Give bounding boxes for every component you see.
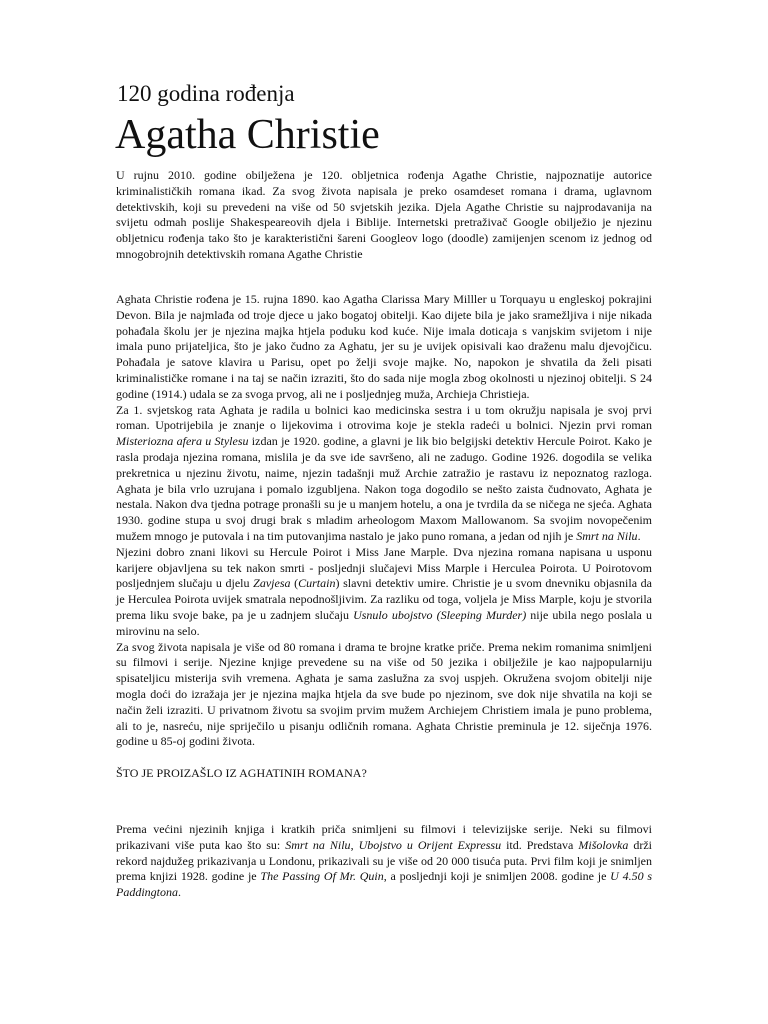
text-run: ) slavni detektiv umire. Christie je u svom dnevniku objasnila da je Herculea Poirota uvijek smatrala nepodnošljivim. Za razliku od toga, voljela je Miss Marple, koju je stvorila prema liku svoje bake, pa je u zadnjem slučaju <box>116 576 652 622</box>
bio-paragraph-characters <box>116 545 652 640</box>
book-title: Smrt na Nilu <box>576 528 638 543</box>
text-run: drži rekord najdužeg prikazivanja u Londonu, prikazivali su je više od 20 000 tisuća puta. Prvi film koji je snimljen prema knjizi 1928. godine je <box>116 837 653 884</box>
film-title: U 4.50 s Paddingtona <box>116 869 652 900</box>
text-run: itd. Predstava <box>501 837 579 852</box>
text-run: ( <box>290 576 299 591</box>
book-title: Curtain <box>298 576 336 591</box>
intro-paragraph: U rujnu 2010. godine obilježena je 120. obljetnica rođenja Agathe Christie, najpoznatije autorice kriminalističkih romana ikad. Za svog života napisala je preko osamdeset romana i drama, uglavnom detektivskih, koji su prevedeni na više od 50 svjetskih jezika. Djela Agathe Christie su najprodavanija na svijetu odmah poslije Shakespeareovih djela i Biblije. Internetski pretraživač Google obilježio je njezinu obljetnicu rođenja tako što je karakteristični šareni Googleov logo (doodle) zamijenjen scenom iz jednog od mnogobrojnih detektivskih romana Agathe Christie <box>116 168 652 261</box>
book-title: Usnulo ubojstvo (Sleeping Murder) <box>353 607 527 622</box>
text-run: izdan je 1920. godine, a glavni je lik bio belgijski detektiv Hercule Poirot. Kako je rasla prodaja njezina romana, mislila je da sve ide savršeno, ali ne zadugo. Godine 1926. dogodila se velika prekretnica u njezinu životu, naime, njezin tadašnji muž Archie zatražio je rastavu iz nepoznatog razloga. Aghata je bila vrlo uzrujana i pomalo izgubljena. Nakon toga dogodilo se nešto zaista čudnovato, Aghata je nestala. Nakon dva tjedna potrage pronašli su je u manjem hotelu, a ona je tvrdila da se ničega ne sjeća. Aghata 1930. godine stupa u svoj drugi brak s mladim arheologom Maxom Mallowanom. Sa svojim novopečenim mužem mnogo je putovala i na tim putovanjima nastalo je jako puno romana, a jedan od njih je <box>116 434 653 543</box>
book-title: Zavjesa <box>253 576 291 591</box>
film-title: Smrt na Nilu <box>285 837 351 852</box>
document-subtitle: 120 godina rođenja <box>117 81 295 106</box>
text-run: . <box>178 885 181 900</box>
text-run: Prema većini njezinih knjiga i kratkih priča snimljeni su filmovi i televizijske serije. Neki su filmovi prikazivani više puta kao što su: <box>116 822 652 852</box>
film-title: The Passing Of Mr. Quin <box>260 869 384 884</box>
text-run: Za 1. svjetskog rata Aghata je radila u bolnici kao medicinska sestra i u tom okružju napisala je svoj prvi roman. Upotrijebila je znanje o lijekovima i otrovima koje je stekla radeći u bolnici. Njezin prvi roman <box>116 402 652 433</box>
play-title: Mišolovka <box>578 837 629 852</box>
text-run: . <box>637 528 641 543</box>
biography-section <box>116 292 652 750</box>
text-run: , a posljednji koji je snimljen 2008. godine je <box>383 869 611 884</box>
section-heading: ŠTO JE PROIZAŠLO IZ AGHATINIH ROMANA? <box>116 766 367 780</box>
text-run: nije ubila nego poslala u mirovinu na selo. <box>116 607 652 638</box>
bio-paragraph-early-life: Aghata Christie rođena je 15. rujna 1890. kao Agatha Clarissa Mary Milller u Torquayu u engleskoj pokrajini Devon. Bila je najmlađa od troje djece u jako bogatoj obitelji. Kao dijete bila je jako sramežljiva i nije nikada pohađala školu jer je njezina majka htjela poduku kod kuće. Nije imala doticaja s vanjskim svijetom i nije imala puno prijateljica, što je jako čudno za Aghatu, jer su je uvijek opisivali kao draženu malu djevojčicu. Pohađala je satove klavira u Parisu, opet po želji svoje majke. No, napokon je shvatila da želi pisati kriminalističke romane i na taj se način izraziti, što do sada nije mogla zbog okolnosti u njezinoj obitelji. S 24 godine (1914.) udala se za svoga prvog, ali ne i posljednjeg muža, Archieja Christieja. <box>116 292 652 401</box>
text-run: , <box>350 837 359 852</box>
bio-paragraph-career <box>116 403 652 545</box>
bio-paragraph-legacy: Za svog života napisala je više od 80 romana i drama te brojne kratke priče. Prema nekim romanima snimljeni su filmovi i serije. Njezine knjige prevedene su na više od 50 jezika i obilježile je kao najpopularniju spisateljicu misterija svih vremena. Aghata je sama zaslužna za svoj uspjeh. Okružena svojom obitelji nije mogla doći do izražaja jer je njezina majka htjela da sve bude po njezinom, sve dok nije shvatila na koji se način želi izraziti. U privatnom životu sa svojim prvim mužem Archiejem Christiem imala je puno problema, ali to je, nasreću, nije spriječilo u pisanju odličnih romana. Aghata Christie preminula je 12. siječnja 1976. godine u 85-oj godini života. <box>116 639 652 749</box>
book-title: Misteriozna afera u Stylesu <box>116 434 249 449</box>
text-run: Njezini dobro znani likovi su Hercule Poirot i Miss Jane Marple. Dva njezina romana napisana u usponu karijere objavljena su tek nakon smrti - posljednji slučajevi Miss Marple i Herculea Poirota. U Poirotovom posljednjem slučaju u djelu <box>116 544 652 591</box>
film-title: Ubojstvo u Orijent Expressu <box>358 837 502 852</box>
films-paragraph <box>116 822 652 901</box>
document-title: Agatha Christie <box>115 112 380 158</box>
